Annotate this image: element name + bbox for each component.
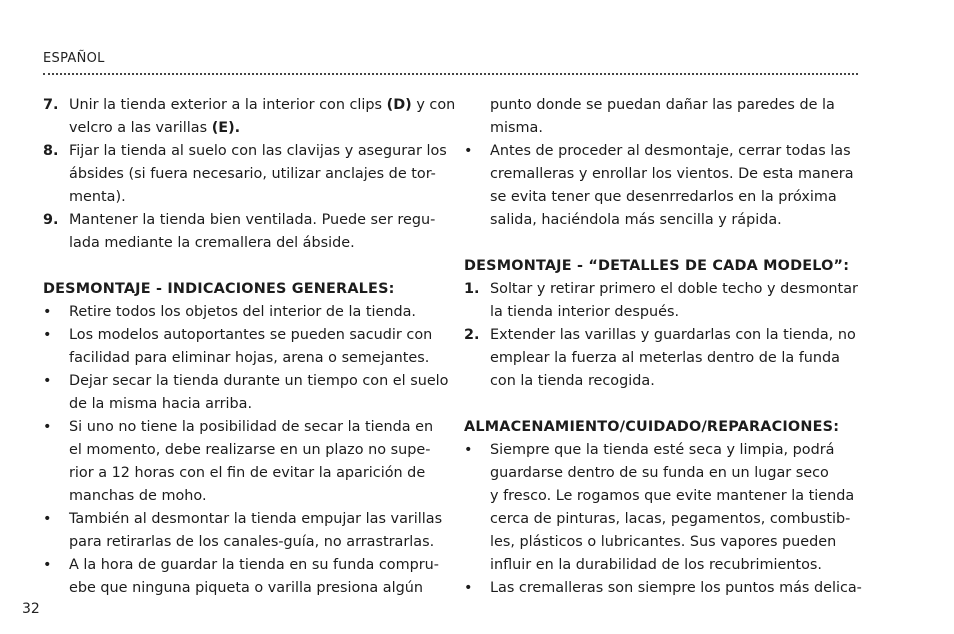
bullet-marker: • [464, 143, 473, 159]
list-item-text: A la hora de guardar la tienda en su funda compru- [69, 557, 439, 573]
list-item-continuation [464, 163, 864, 186]
list-item [43, 94, 456, 117]
list-item-continuation [464, 209, 864, 232]
list-item [43, 554, 443, 577]
list-item [464, 324, 864, 347]
figure-reference: (D) [386, 97, 412, 113]
list-item-text: Retire todos los objetos del interior de la tienda. [69, 304, 416, 320]
paragraph-spacer [43, 255, 443, 278]
list-item-text: punto donde se puedan dañar las paredes de la [490, 97, 835, 113]
list-item-text: ábsides (si fuera necesario, utilizar anclajes de tor- [69, 166, 436, 182]
left-column [43, 94, 456, 600]
step-number: 8. [43, 143, 59, 159]
paragraph-spacer [464, 232, 864, 255]
list-item-text: se evita tener que desenrredarlos en la próxima [490, 189, 837, 205]
list-item [43, 209, 443, 232]
list-item-continuation [43, 163, 443, 186]
list-item-text [69, 117, 240, 140]
list-item-text: influir en la durabilidad de los recubrimientos. [490, 557, 822, 573]
list-item-text: les, plásticos o lubricantes. Sus vapores pueden [490, 534, 837, 550]
list-item-text: Los modelos autoportantes se pueden sacudir con [69, 327, 433, 343]
list-item [43, 508, 443, 531]
list-item [464, 577, 864, 600]
paragraph-spacer [464, 393, 864, 416]
list-item-text: la tienda interior después. [490, 304, 680, 320]
list-item [43, 301, 443, 324]
step-number: 1. [464, 281, 480, 297]
text-run: Unir la tienda exterior a la interior con clips [69, 97, 387, 113]
text-run: y con [411, 97, 456, 113]
list-item-continuation [43, 462, 443, 485]
list-item-continuation [43, 393, 443, 416]
list-item-continuation [43, 439, 443, 462]
list-item-continuation [43, 186, 443, 209]
list-item [43, 370, 449, 393]
list-item-text: el momento, debe realizarse en un plazo no supe- [69, 442, 431, 458]
bullet-marker: • [464, 580, 473, 596]
list-item-text: Extender las varillas y guardarlas con la tienda, no [490, 327, 856, 343]
list-item-text: guardarse dentro de su funda en un lugar seco [490, 465, 829, 481]
list-item-text: menta). [69, 189, 126, 205]
bullet-marker: • [43, 511, 52, 527]
bullet-marker: • [43, 373, 52, 389]
list-item-text: salida, haciéndola más sencilla y rápida. [490, 212, 782, 228]
list-item-text: Si uno no tiene la posibilidad de secar la tienda en [69, 419, 434, 435]
list-item [464, 439, 864, 462]
step-number: 2. [464, 327, 480, 343]
list-item-text: Las cremalleras son siempre los puntos más delica- [490, 580, 862, 596]
list-item-text [69, 94, 455, 117]
list-item-text: y fresco. Le rogamos que evite mantener la tienda [490, 488, 855, 504]
list-item-continuation [464, 508, 864, 531]
list-item-continuation [464, 301, 864, 324]
bullet-marker: • [43, 327, 52, 343]
list-item-continuation [43, 485, 443, 508]
list-item-text: misma. [490, 120, 543, 136]
list-item [464, 140, 864, 163]
list-item-text: Antes de proceder al desmontaje, cerrar todas las [490, 143, 851, 159]
section-heading: DESMONTAJE - “DETALLES DE CADA MODELO”: [464, 258, 850, 274]
step-number: 9. [43, 212, 59, 228]
list-item-text: Siempre que la tienda esté seca y limpia, podrá [490, 442, 835, 458]
list-item-continuation [43, 232, 443, 255]
figure-reference: (E). [211, 120, 241, 136]
list-item-continuation [43, 117, 443, 140]
bullet-marker: • [43, 557, 52, 573]
list-item-continuation [464, 347, 864, 370]
list-item [43, 324, 443, 347]
bullet-marker: • [464, 442, 473, 458]
list-item-text: facilidad para eliminar hojas, arena o semejantes. [69, 350, 430, 366]
list-item-text: de la misma hacia arriba. [69, 396, 253, 412]
list-item-continuation [464, 462, 864, 485]
list-item-text: Dejar secar la tienda durante un tiempo con el suelo [69, 373, 449, 389]
list-item-continuation [464, 531, 864, 554]
list-item-text: manchas de moho. [69, 488, 207, 504]
list-item-text: Fijar la tienda al suelo con las clavijas y asegurar los [69, 143, 447, 159]
list-item-text: emplear la fuerza al meterlas dentro de la funda [490, 350, 840, 366]
section-heading: DESMONTAJE - INDICACIONES GENERALES: [43, 281, 395, 297]
list-item [43, 416, 443, 439]
list-item-text: También al desmontar la tienda empujar las varillas [69, 511, 443, 527]
list-item-continuation [43, 531, 443, 554]
bullet-marker: • [43, 304, 52, 320]
section-heading: ALMACENAMIENTO/CUIDADO/REPARACIONES: [464, 419, 840, 435]
list-item-continuation [464, 485, 864, 508]
list-item-continuation [43, 347, 443, 370]
list-item-text: para retirarlas de los canales-guía, no arrastrarlas. [69, 534, 435, 550]
list-item-text: rior a 12 horas con el fin de evitar la aparición de [69, 465, 426, 481]
section-label: ESPAÑOL [43, 51, 105, 66]
step-number: 7. [43, 97, 59, 113]
right-column [464, 94, 864, 600]
list-item-text: cremalleras y enrollar los vientos. De esta manera [490, 166, 854, 182]
list-item-text: con la tienda recogida. [490, 373, 655, 389]
list-item-text: lada mediante la cremallera del ábside. [69, 235, 355, 251]
list-item-continuation [43, 577, 443, 600]
list-item [464, 278, 864, 301]
list-item-continuation [464, 94, 864, 117]
list-item-text: Mantener la tienda bien ventilada. Puede ser regu- [69, 212, 436, 228]
list-item-continuation [464, 186, 864, 209]
list-item-continuation [464, 117, 864, 140]
list-item-continuation [464, 554, 864, 577]
list-item-text: cerca de pinturas, lacas, pegamentos, combustib- [490, 511, 851, 527]
list-item-text: Soltar y retirar primero el doble techo y desmontar [490, 281, 858, 297]
list-item-continuation [464, 370, 864, 393]
text-run: velcro a las varillas [69, 120, 212, 136]
bullet-marker: • [43, 419, 52, 435]
list-item-text: ebe que ninguna piqueta o varilla presiona algún [69, 580, 423, 596]
dotted-divider [43, 73, 858, 75]
page-number: 32 [22, 601, 40, 617]
list-item [43, 140, 447, 163]
